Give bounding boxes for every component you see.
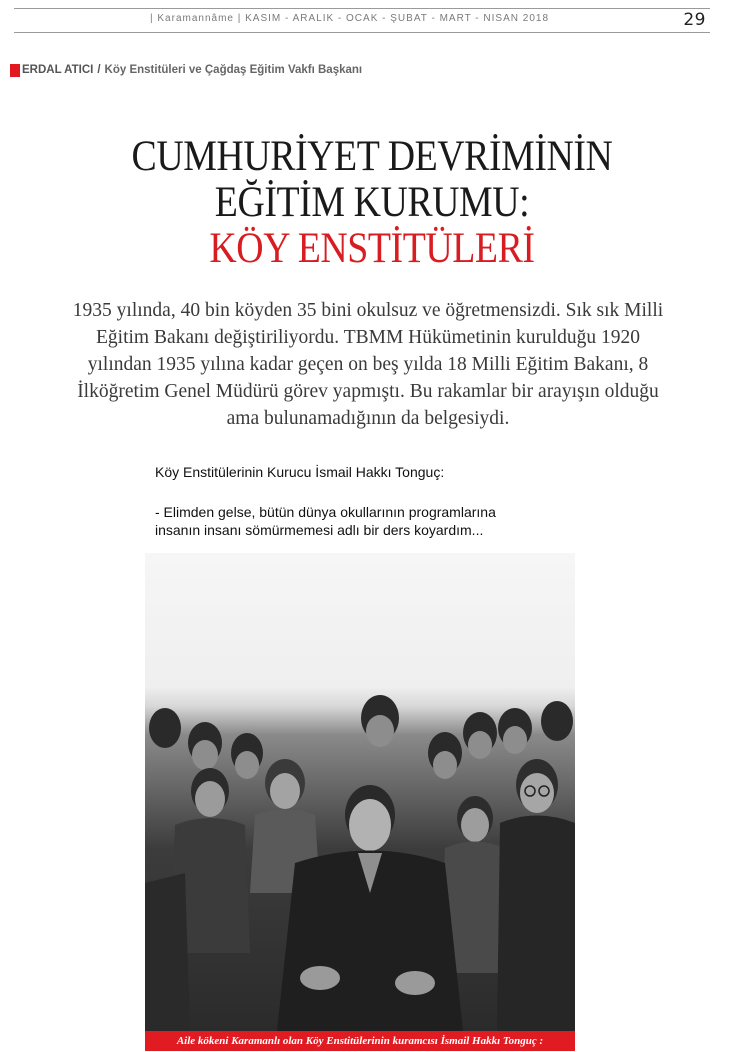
page-number: 29 [683,10,706,30]
quote-line-1: - Elimden gelse, bütün dünya okullarının programlarına [155,504,496,520]
group-photo-illustration [145,553,575,1031]
title-line-1: CUMHURİYET DEVRİMİNİN [131,133,613,180]
author-separator: / [97,64,101,76]
quote-line-2: insanın insanı sömürmemesi adlı bir ders koyardım... [155,522,484,538]
author-byline [10,62,362,78]
header-rule-top [14,8,710,9]
title-line-2: EĞİTİM KURUMU: [214,179,530,226]
author-role: Köy Enstitüleri ve Çağdaş Eğitim Vakfı Başkanı [104,64,363,76]
header-rule-bottom [14,32,710,33]
author-name: ERDAL ATICI [22,64,94,76]
quote-heading: Köy Enstitülerinin Kurucu İsmail Hakkı Tonguç: [155,464,445,480]
author-marker-square [10,64,20,77]
running-head: | Karamannâme | KASIM - ARALIK - OCAK - ŞUBAT - MART - NISAN 2018 [150,13,550,24]
photo-caption: Aile kökeni Karamanlı olan Köy Enstitülerinin kuramcısı İsmail Hakkı Tonguç : [145,1031,575,1051]
historical-group-photo [145,553,575,1031]
lead-paragraph: 1935 yılında, 40 bin köyden 35 bini okulsuz ve öğretmensizdi. Sık sık Milli Eğitim Bakanı değiştiriliyordu. TBMM Hükümetinin kurulduğu 1920 yılından 1935 yılına kadar geçen on beş yılda 18 Milli Eğitim Bakanı, 8 İlköğretim Genel Müdürü görev yapmıştı. Bu rakamlar bir arayışın olduğu ama bulunamadığının da belgesiydi. [72,300,664,429]
article-title [45,134,700,272]
quote-block [155,463,605,539]
title-line-3: KÖY ENSTİTÜLERİ [209,225,535,272]
